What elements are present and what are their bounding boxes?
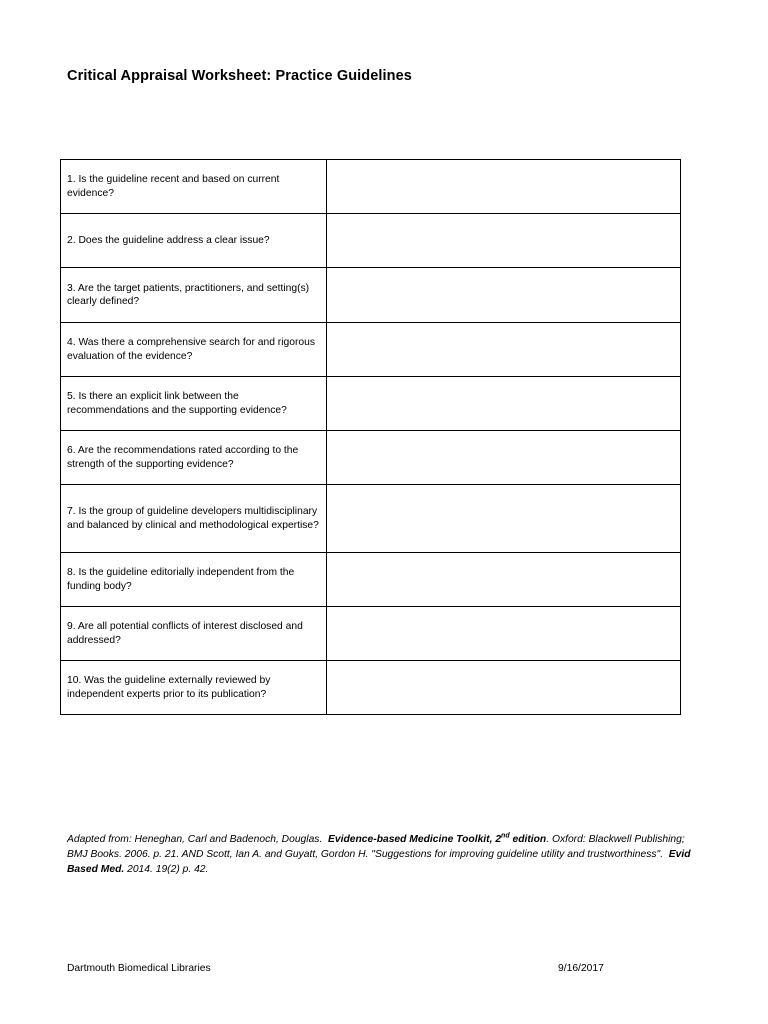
citation-journal-details: 2014. 19(2) p. 42. (124, 864, 209, 875)
answer-cell[interactable] (327, 160, 681, 214)
table-row (61, 553, 681, 607)
answer-cell[interactable] (327, 377, 681, 431)
answer-cell[interactable] (327, 214, 681, 268)
table-row (61, 214, 681, 268)
footer-date: 9/16/2017 (558, 963, 604, 974)
question-cell: 7. Is the group of guideline developers multidisciplinary and balanced by clinical and methodological expertise? (61, 485, 327, 553)
question-cell: 5. Is there an explicit link between the recommendations and the supporting evidence? (61, 377, 327, 431)
question-cell: 10. Was the guideline externally reviewed by independent experts prior to its publication? (61, 661, 327, 715)
answer-cell[interactable] (327, 553, 681, 607)
appraisal-table (60, 159, 681, 715)
citation-note (67, 832, 707, 877)
question-cell: 9. Are all potential conflicts of interest disclosed and addressed? (61, 607, 327, 661)
question-cell: 4. Was there a comprehensive search for and rigorous evaluation of the evidence? (61, 323, 327, 377)
citation-book-title-suffix: edition (509, 834, 547, 845)
answer-cell[interactable] (327, 268, 681, 323)
table-row (61, 431, 681, 485)
table-row (61, 485, 681, 553)
citation-journal: Evid Based Med. (67, 849, 691, 875)
table-row (61, 661, 681, 715)
question-cell: 3. Are the target patients, practitioners, and setting(s) clearly defined? (61, 268, 327, 323)
question-cell: 6. Are the recommendations rated according to the strength of the supporting evidence? (61, 431, 327, 485)
question-cell: 1. Is the guideline recent and based on current evidence? (61, 160, 327, 214)
answer-cell[interactable] (327, 431, 681, 485)
citation-book-title-sup: nd (501, 832, 510, 840)
citation-book-details: . Oxford: Blackwell Publishing; BMJ Books. 2006. p. 21. AND Scott, Ian A. and Guyatt, Gordon H. "Suggestions for improving guideline utility and trustworthiness". (67, 834, 685, 860)
table-row (61, 377, 681, 431)
answer-cell[interactable] (327, 607, 681, 661)
table-row (61, 323, 681, 377)
citation-prefix: Adapted from: Heneghan, Carl and Badenoch, Douglas. (67, 834, 323, 845)
footer-institution: Dartmouth Biomedical Libraries (67, 963, 211, 974)
question-cell: 2. Does the guideline address a clear issue? (61, 214, 327, 268)
answer-cell[interactable] (327, 485, 681, 553)
table-row (61, 607, 681, 661)
table-row (61, 160, 681, 214)
citation-book-title: Evidence-based Medicine Toolkit, 2 (328, 834, 502, 845)
page-title: Critical Appraisal Worksheet: Practice Guidelines (67, 68, 412, 84)
answer-cell[interactable] (327, 323, 681, 377)
question-cell: 8. Is the guideline editorially independent from the funding body? (61, 553, 327, 607)
answer-cell[interactable] (327, 661, 681, 715)
table-row (61, 268, 681, 323)
